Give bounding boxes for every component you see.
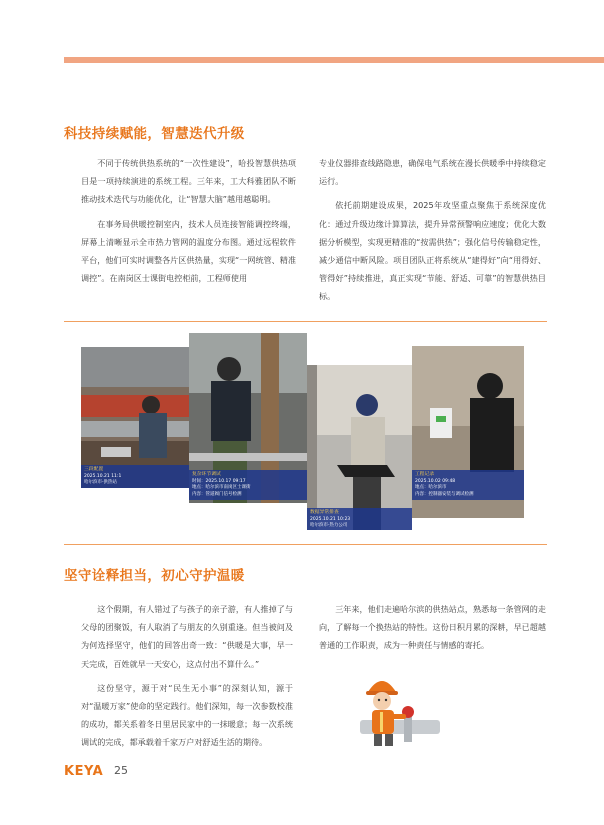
section1-right-column — [319, 154, 546, 312]
photo-controller-install — [412, 346, 524, 518]
section-divider — [64, 544, 547, 545]
section1-left-column — [81, 154, 296, 293]
section2-left-column — [81, 600, 293, 758]
photo-pipe-inspection — [189, 333, 307, 503]
page-number: 25 — [114, 764, 128, 777]
brand-logo: KEYA — [64, 764, 104, 779]
section2-right-column — [319, 600, 546, 661]
photo-technician-pipes — [81, 347, 189, 488]
section-title-tech: 科技持续赋能，智慧迭代升级 — [64, 126, 245, 142]
paragraph: 在事务局供暖控制室内，技术人员连接智能调控终端，屏幕上清晰显示全市热力管网的温度分布图。通过远程软件平台，他们可实时调整各片区供热量，实现“一网统管、精准调控”。在南岗区士课街电控柜前，工程师使用 — [81, 218, 296, 284]
paragraph: 不同于传统供热系统的“一次性建设”，哈投智慧供热项目是一项持续演进的系统工程。三年来，工大科雅团队不断推动技术迭代与功能优化，让“智慧大脑”越用越聪明。 — [81, 158, 296, 205]
paragraph: 三年来，他们走遍哈尔滨的供热站点，熟悉每一条管网的走向，了解每一个换热站的特性。这份日积月累的深耕，早已超越普通的工作职责，成为一种责任与情感的寄托。 — [319, 604, 546, 651]
section-title-dedication: 坚守诠释担当，初心守护温暖 — [64, 568, 245, 584]
paragraph: 依托前期建设成果，2025年攻坚重点聚焦于系统深度优化：通过升级边缘计算算法，提升异常预警响应速度；优化大数据分析模型，实现更精准的“按需供热”；强化信号传输稳定性，减少通信中断风险。项目团队正将系统从“建得好”向“用得好、管得好”持续推进，真正实现“节能、舒适、可靠”的智慧供热目标。 — [319, 200, 546, 302]
paragraph: 这份坚守，源于对“民生无小事”的深刻认知，源于对“温暖万家”使命的坚定践行。他们深知，每一次参数校准的成功，都关系着冬日里居民家中的一抹暖意；每一次系统调试的完成，都承载着千家万户对舒适生活的期待。 — [81, 682, 293, 748]
photo-caption: 工程记录 2025.10.02 09:48 地点：哈尔滨市 内容：控制器安装与调试检测 — [412, 470, 524, 500]
paragraph: 这个假期，有人错过了与孩子的亲子游，有人推掉了与父母的团聚饭，有人取消了与朋友的久别重逢。但当被问及为何选择坚守，他们的回答出奇一致：“供暖是大事，早一天完成，百姓就早一天安心，这点付出不算什么。” — [81, 604, 293, 669]
header-accent-bar — [64, 57, 604, 63]
photo-laptop-engineer — [307, 365, 412, 530]
section-divider — [64, 321, 547, 322]
photo-caption: 三段配置 2025.10.21 11:1 哈尔滨市·供热站 — [81, 465, 189, 488]
photo-caption: 数据异常排查 2025.10.21 10:23 哈尔滨市·热力公司 — [307, 508, 412, 530]
paragraph: 专业仪器排查线路隐患，确保电气系统在漫长供暖季中持续稳定运行。 — [319, 158, 546, 187]
photo-caption: 复杂环节调试 时间：2025.10.17 09:17 地点：哈尔滨市南岗区士课街 内容：管道阀门信号检测 — [189, 470, 307, 500]
worker-illustration — [360, 668, 440, 748]
